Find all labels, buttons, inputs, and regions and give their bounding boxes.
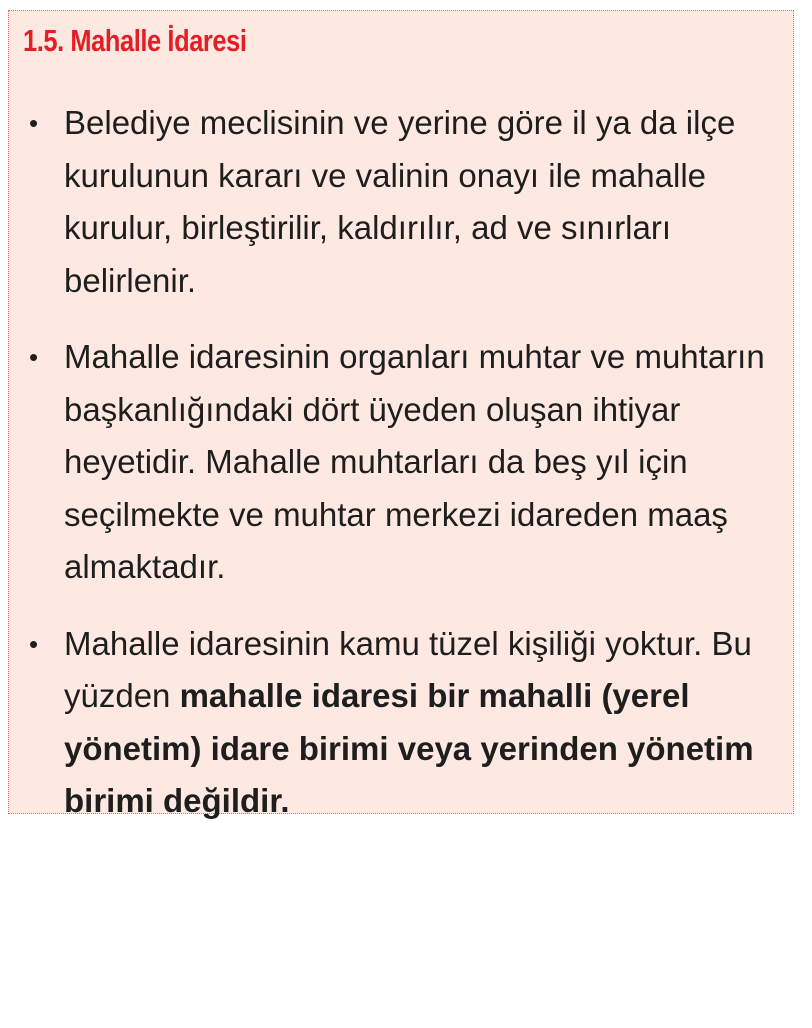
bullet-list <box>9 97 795 852</box>
info-panel <box>8 10 794 819</box>
bullet-text-emphasis: mahalle idaresi bir mahalli (yerel yönetim) idare birimi veya yerinden yönetim birimi değildir. <box>64 677 754 819</box>
bullet-text: Mahalle idaresinin kamu tüzel kişiliği yoktur. Bu yüzden <box>64 624 752 714</box>
list-item <box>9 97 795 307</box>
bullet-dot-icon: • <box>29 628 39 659</box>
list-item <box>9 618 795 828</box>
bullet-dot-icon: • <box>29 108 39 138</box>
bullet-dot-icon: • <box>29 342 39 372</box>
section-title: 1.5. Mahalle İdaresi <box>23 23 247 58</box>
bullet-text: Belediye meclisinin ve yerine göre il ya da ilçe kurulunun kararı ve valinin onayı ile mahalle kurulur, birleştirilir, kaldırılır, ad ve sınırları belirlenir. <box>64 104 736 299</box>
list-item <box>9 331 795 594</box>
bullet-text: Mahalle idaresinin organları muhtar ve muhtarın başkanlığındaki dört üyeden oluşan ihtiyar heyetidir. Mahalle muhtarları da beş yıl için seçilmekte ve muhtar merkezi idareden maaş almaktadır. <box>64 338 765 585</box>
